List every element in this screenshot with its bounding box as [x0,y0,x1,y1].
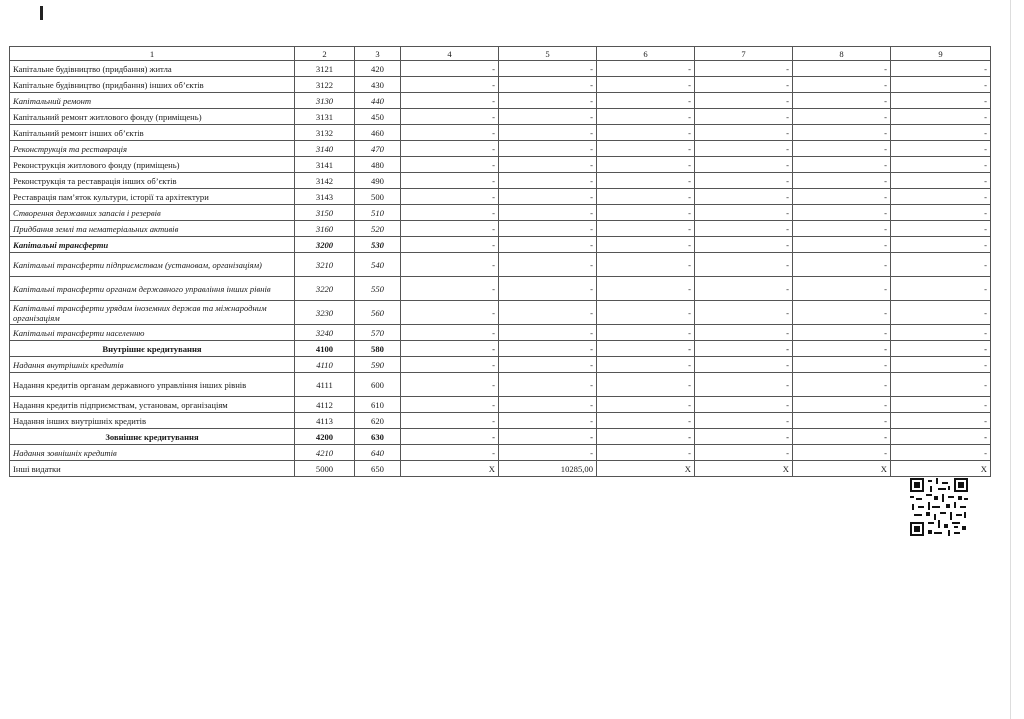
row-col4: - [401,357,499,373]
row-col6: - [597,253,695,277]
row-col9: - [891,373,991,397]
row-col6: - [597,125,695,141]
row-col4: - [401,341,499,357]
row-col9: - [891,157,991,173]
row-col4: - [401,77,499,93]
row-col8: - [793,173,891,189]
table-row [10,173,991,189]
row-col6: - [597,373,695,397]
row-col7: - [695,325,793,341]
row-col4: - [401,277,499,301]
table-row [10,397,991,413]
row-col8: - [793,357,891,373]
row-col8: - [793,429,891,445]
row-col4: - [401,93,499,109]
row-col5: - [499,325,597,341]
row-name: Капітальні трансферти населенню [10,325,295,341]
row-col7: - [695,397,793,413]
scan-edge [1010,0,1011,719]
row-col5: - [499,141,597,157]
row-line-code: 610 [355,397,401,413]
row-col5: - [499,61,597,77]
row-col6: X [597,461,695,477]
row-line-code: 480 [355,157,401,173]
row-code: 4100 [295,341,355,357]
table-row [10,429,991,445]
row-col6: - [597,173,695,189]
row-col5: - [499,173,597,189]
row-line-code: 620 [355,413,401,429]
row-col7: - [695,357,793,373]
row-col9: X [891,461,991,477]
row-col4: - [401,221,499,237]
row-code: 4112 [295,397,355,413]
row-col7: X [695,461,793,477]
row-col8: - [793,445,891,461]
row-line-code: 630 [355,429,401,445]
table-row [10,301,991,325]
row-col7: - [695,189,793,205]
row-col9: - [891,413,991,429]
table-row [10,125,991,141]
row-col8: - [793,125,891,141]
row-col4: - [401,61,499,77]
row-code: 3132 [295,125,355,141]
table-row [10,445,991,461]
header-cell: 6 [597,47,695,61]
header-cell: 4 [401,47,499,61]
row-col5: - [499,189,597,205]
row-col6: - [597,157,695,173]
row-line-code: 460 [355,125,401,141]
row-code: 4111 [295,373,355,397]
row-code: 4200 [295,429,355,445]
row-col8: - [793,205,891,221]
table-row [10,277,991,301]
row-line-code: 550 [355,277,401,301]
row-col6: - [597,301,695,325]
row-col4: - [401,373,499,397]
row-col6: - [597,221,695,237]
table-row [10,93,991,109]
row-col9: - [891,205,991,221]
header-cell: 9 [891,47,991,61]
row-col9: - [891,445,991,461]
row-col6: - [597,205,695,221]
row-col5: - [499,157,597,173]
row-col7: - [695,237,793,253]
header-cell: 7 [695,47,793,61]
row-col9: - [891,357,991,373]
table-row [10,461,991,477]
row-col5: - [499,125,597,141]
row-col9: - [891,173,991,189]
row-col5: - [499,397,597,413]
row-col5: - [499,253,597,277]
row-col8: - [793,373,891,397]
row-line-code: 590 [355,357,401,373]
header-cell: 2 [295,47,355,61]
row-col4: - [401,189,499,205]
row-col8: - [793,61,891,77]
row-col9: - [891,277,991,301]
row-col9: - [891,141,991,157]
row-col5: - [499,357,597,373]
row-name: Надання кредитів органам державного управління інших рівнів [10,373,295,397]
row-col5: - [499,237,597,253]
row-col8: - [793,157,891,173]
row-code: 4110 [295,357,355,373]
row-code: 3131 [295,109,355,125]
row-col7: - [695,157,793,173]
row-col8: - [793,237,891,253]
row-code: 3200 [295,237,355,253]
row-name: Реставрація пам’яток культури, історії та архітектури [10,189,295,205]
row-col8: - [793,189,891,205]
row-code: 3143 [295,189,355,205]
row-col4: - [401,173,499,189]
row-col4: - [401,141,499,157]
row-col9: - [891,189,991,205]
row-col5: - [499,93,597,109]
row-name: Надання інших внутрішніх кредитів [10,413,295,429]
row-col4: - [401,325,499,341]
row-name: Капітальний ремонт [10,93,295,109]
scan-mark [40,6,43,20]
row-col7: - [695,221,793,237]
row-line-code: 470 [355,141,401,157]
row-col9: - [891,429,991,445]
row-col9: - [891,125,991,141]
row-name: Реконструкція житлового фонду (приміщень) [10,157,295,173]
row-col6: - [597,109,695,125]
table-row [10,221,991,237]
row-code: 3220 [295,277,355,301]
row-col7: - [695,125,793,141]
row-col6: - [597,77,695,93]
row-col6: - [597,277,695,301]
row-col8: - [793,341,891,357]
row-col5: - [499,373,597,397]
row-name: Капітальні трансферти органам державного управління інших рівнів [10,277,295,301]
row-col9: - [891,109,991,125]
row-col6: - [597,397,695,413]
row-col6: - [597,325,695,341]
row-col8: - [793,325,891,341]
row-col7: - [695,173,793,189]
row-col5: - [499,221,597,237]
row-code: 3230 [295,301,355,325]
row-col8: - [793,221,891,237]
row-line-code: 650 [355,461,401,477]
row-col6: - [597,429,695,445]
row-col8: - [793,397,891,413]
row-name: Інші видатки [10,461,295,477]
row-col7: - [695,141,793,157]
row-col8: - [793,93,891,109]
row-name: Реконструкція та реставрація інших об’єктів [10,173,295,189]
row-col7: - [695,277,793,301]
header-cell: 1 [10,47,295,61]
row-line-code: 430 [355,77,401,93]
row-col9: - [891,397,991,413]
qr-code-icon [910,478,968,536]
row-col5: - [499,109,597,125]
row-line-code: 520 [355,221,401,237]
row-name: Капітальні трансферти підприємствам (установам, організаціям) [10,253,295,277]
row-name: Капітальні трансферти [10,237,295,253]
row-col4: - [401,429,499,445]
row-name: Внутрішнє кредитування [10,341,295,357]
row-col7: - [695,253,793,277]
table-row [10,325,991,341]
table-row [10,357,991,373]
row-code: 3210 [295,253,355,277]
header-cell: 8 [793,47,891,61]
row-col7: - [695,429,793,445]
header-row [10,47,991,61]
row-col4: - [401,301,499,325]
row-col7: - [695,341,793,357]
row-name: Зовнішнє кредитування [10,429,295,445]
row-line-code: 420 [355,61,401,77]
row-col9: - [891,325,991,341]
table-row [10,109,991,125]
row-col9: - [891,301,991,325]
row-col4: - [401,237,499,253]
row-col8: - [793,277,891,301]
row-name: Капітальне будівництво (придбання) інших об’єктів [10,77,295,93]
row-name: Капітальний ремонт житлового фонду (приміщень) [10,109,295,125]
table-row [10,189,991,205]
row-line-code: 510 [355,205,401,221]
row-col5: - [499,429,597,445]
row-col9: - [891,253,991,277]
row-col9: - [891,237,991,253]
table-row [10,373,991,397]
row-col6: - [597,141,695,157]
row-col8: X [793,461,891,477]
row-col9: - [891,61,991,77]
row-line-code: 560 [355,301,401,325]
row-code: 3142 [295,173,355,189]
row-name: Створення державних запасів і резервів [10,205,295,221]
row-line-code: 640 [355,445,401,461]
row-code: 3160 [295,221,355,237]
row-col7: - [695,445,793,461]
row-col5: - [499,301,597,325]
row-col6: - [597,445,695,461]
budget-table [9,46,991,477]
row-col6: - [597,357,695,373]
row-col9: - [891,77,991,93]
row-name: Капітальний ремонт інших об’єктів [10,125,295,141]
row-code: 3130 [295,93,355,109]
row-line-code: 600 [355,373,401,397]
row-col4: - [401,205,499,221]
row-col5: - [499,445,597,461]
row-code: 3141 [295,157,355,173]
row-col9: - [891,93,991,109]
row-col6: - [597,341,695,357]
header-cell: 5 [499,47,597,61]
row-col7: - [695,301,793,325]
row-line-code: 530 [355,237,401,253]
row-name: Придбання землі та нематеріальних активів [10,221,295,237]
row-col8: - [793,109,891,125]
row-code: 4113 [295,413,355,429]
row-col5: - [499,413,597,429]
row-col6: - [597,413,695,429]
row-col4: X [401,461,499,477]
row-col5: - [499,77,597,93]
row-code: 4210 [295,445,355,461]
row-line-code: 580 [355,341,401,357]
row-col9: - [891,341,991,357]
row-col4: - [401,413,499,429]
header-cell: 3 [355,47,401,61]
row-code: 3150 [295,205,355,221]
row-code: 3140 [295,141,355,157]
row-col6: - [597,93,695,109]
row-col6: - [597,61,695,77]
row-col5: - [499,277,597,301]
table-row [10,413,991,429]
row-col5: - [499,341,597,357]
row-col7: - [695,93,793,109]
row-line-code: 570 [355,325,401,341]
row-col7: - [695,109,793,125]
row-col4: - [401,397,499,413]
row-col8: - [793,413,891,429]
row-col4: - [401,445,499,461]
row-col8: - [793,141,891,157]
table-row [10,61,991,77]
table-row [10,205,991,221]
row-line-code: 440 [355,93,401,109]
row-col6: - [597,237,695,253]
row-col4: - [401,109,499,125]
table-row [10,237,991,253]
row-col7: - [695,61,793,77]
row-col8: - [793,253,891,277]
row-col4: - [401,125,499,141]
row-col5: - [499,205,597,221]
row-col8: - [793,77,891,93]
table-row [10,253,991,277]
row-col7: - [695,77,793,93]
row-col4: - [401,253,499,277]
table-row [10,341,991,357]
row-col9: - [891,221,991,237]
row-line-code: 500 [355,189,401,205]
row-line-code: 490 [355,173,401,189]
table-row [10,77,991,93]
row-name: Надання внутрішніх кредитів [10,357,295,373]
table-row [10,141,991,157]
row-code: 3122 [295,77,355,93]
row-col7: - [695,205,793,221]
row-col4: - [401,157,499,173]
row-col6: - [597,189,695,205]
row-col7: - [695,413,793,429]
row-name: Надання зовнішніх кредитів [10,445,295,461]
row-code: 5000 [295,461,355,477]
row-name: Капітальне будівництво (придбання) житла [10,61,295,77]
table-row [10,157,991,173]
row-code: 3121 [295,61,355,77]
row-code: 3240 [295,325,355,341]
row-name: Капітальні трансферти урядам іноземних держав та міжнародним організаціям [10,301,295,325]
row-line-code: 540 [355,253,401,277]
row-name: Реконструкція та реставрація [10,141,295,157]
row-name: Надання кредитів підприємствам, установам, організаціям [10,397,295,413]
row-col5: 10285,00 [499,461,597,477]
row-line-code: 450 [355,109,401,125]
row-col8: - [793,301,891,325]
row-col7: - [695,373,793,397]
